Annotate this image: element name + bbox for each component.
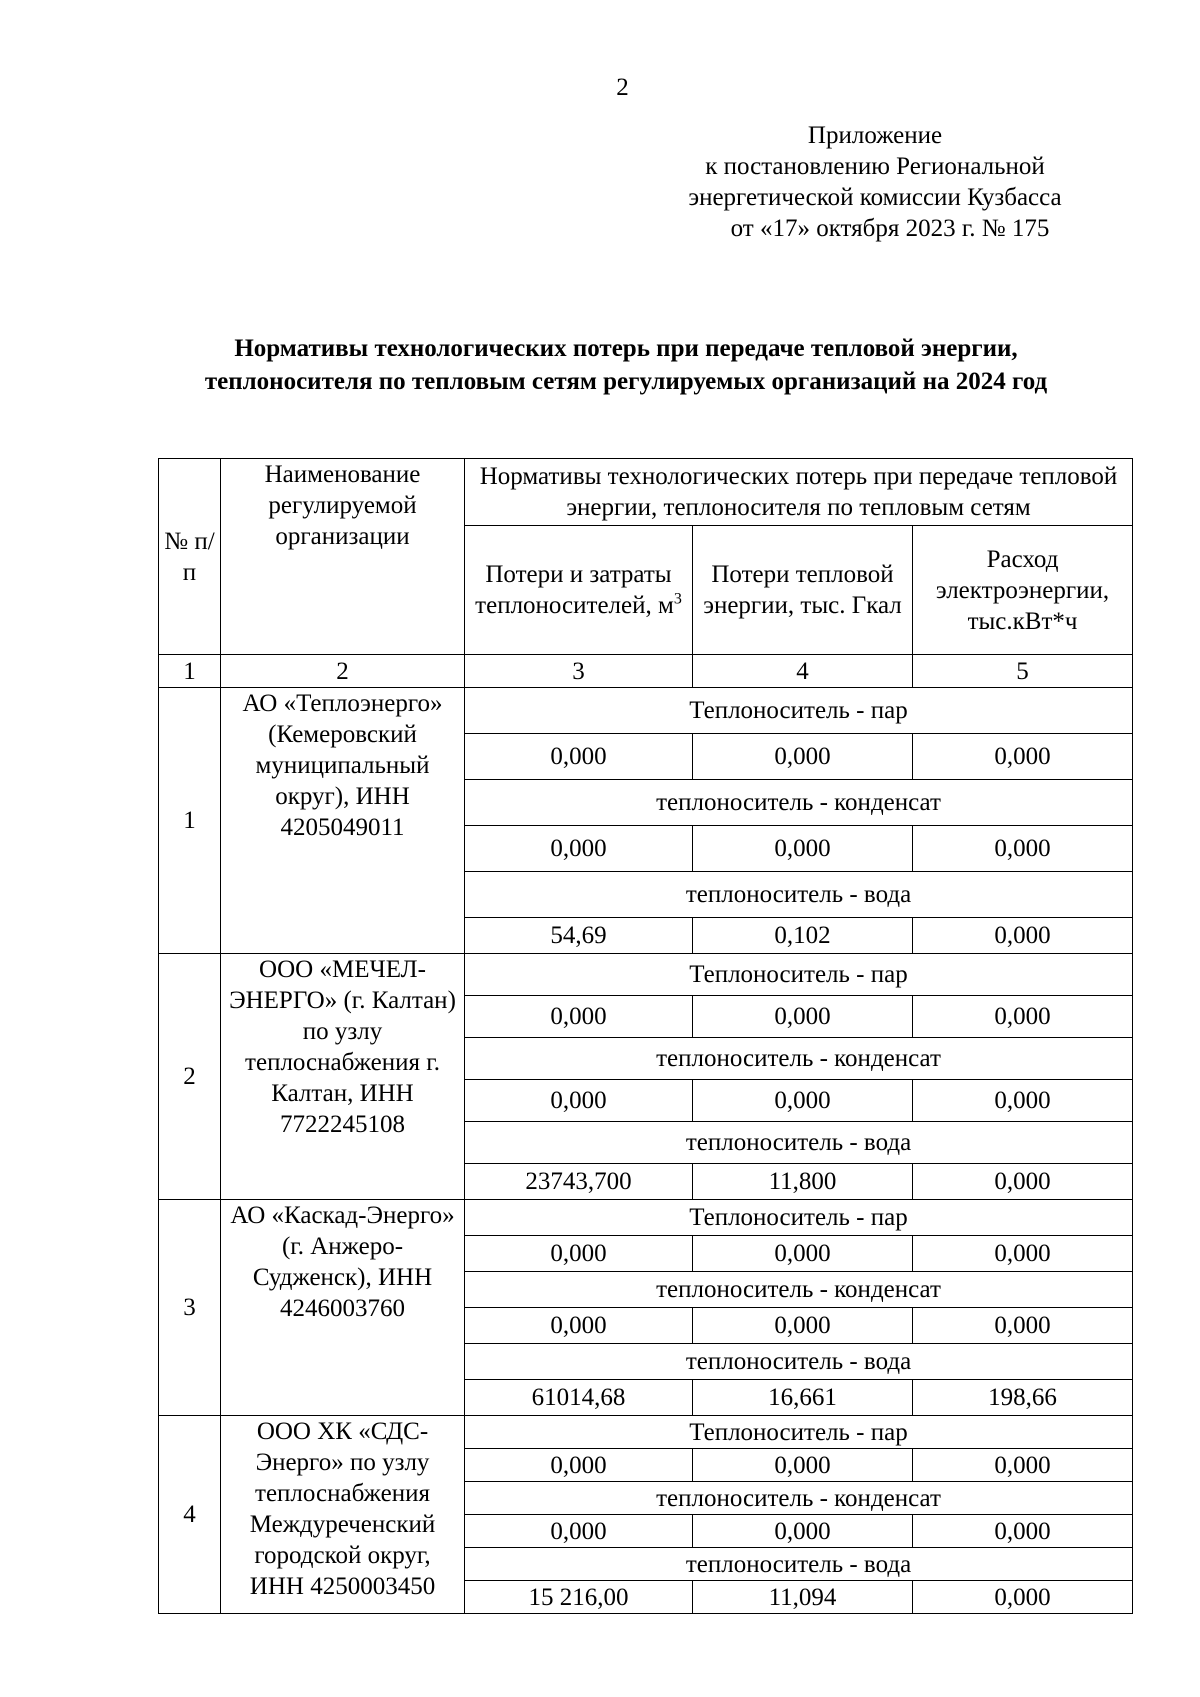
value-cell: 0,000 bbox=[913, 734, 1133, 780]
page-number: 2 bbox=[616, 74, 629, 101]
value-cell: 0,000 bbox=[913, 1581, 1133, 1614]
title-line: Нормативы технологических потерь при передаче тепловой энергии, bbox=[234, 335, 1018, 362]
row-number: 4 bbox=[159, 1416, 221, 1614]
appendix-block bbox=[640, 120, 1110, 244]
appendix-line: энергетической комиссии Кузбасса bbox=[688, 184, 1062, 211]
section-label: Теплоноситель - пар bbox=[465, 1200, 1133, 1236]
value-cell: 0,000 bbox=[913, 1308, 1133, 1344]
value-cell: 0,000 bbox=[913, 918, 1133, 954]
value-cell: 0,000 bbox=[913, 826, 1133, 872]
section-label: теплоноситель - конденсат bbox=[465, 780, 1133, 826]
header-col3: Потери и затраты теплоносителей, $м^3$ bbox=[465, 526, 693, 655]
value-cell: 0,000 bbox=[465, 1236, 693, 1272]
value-cell: 23743,700 bbox=[465, 1164, 693, 1200]
value-cell: 0,000 bbox=[693, 996, 913, 1038]
value-cell: 11,800 bbox=[693, 1164, 913, 1200]
section-label: теплоноситель - конденсат bbox=[465, 1272, 1133, 1308]
value-cell: 0,000 bbox=[693, 1449, 913, 1482]
value-cell: 0,000 bbox=[693, 1515, 913, 1548]
value-cell: 198,66 bbox=[913, 1380, 1133, 1416]
row-number: 3 bbox=[159, 1200, 221, 1416]
section-label: теплоноситель - вода bbox=[465, 1344, 1133, 1380]
table-row bbox=[159, 1200, 1133, 1236]
value-cell: 0,000 bbox=[693, 1080, 913, 1122]
section-label: Теплоноситель - пар bbox=[465, 954, 1133, 996]
header-row bbox=[159, 459, 1133, 526]
header-col5: Расход электроэнергии, тыс.кВт*ч bbox=[913, 526, 1133, 655]
header-org: Наименование регулируемой организации bbox=[221, 459, 465, 655]
table-row bbox=[159, 954, 1133, 996]
column-number: 3 bbox=[465, 655, 693, 688]
column-number: 5 bbox=[913, 655, 1133, 688]
appendix-line: Приложение bbox=[807, 122, 943, 149]
section-label: Теплоноситель - пар bbox=[465, 688, 1133, 734]
value-cell: 0,000 bbox=[913, 1515, 1133, 1548]
value-cell: 0,000 bbox=[465, 826, 693, 872]
column-number: 1 bbox=[159, 655, 221, 688]
value-cell: 0,000 bbox=[693, 1308, 913, 1344]
section-label: теплоноситель - конденсат bbox=[465, 1482, 1133, 1515]
value-cell: 0,000 bbox=[913, 1236, 1133, 1272]
value-cell: 15 216,00 bbox=[465, 1581, 693, 1614]
section-label: теплоноситель - конденсат bbox=[465, 1038, 1133, 1080]
norms-table bbox=[158, 458, 1133, 1614]
value-cell: 0,000 bbox=[693, 1236, 913, 1272]
document-title bbox=[0, 332, 1200, 398]
appendix-line: от «17» октября 2023 г. № 175 bbox=[730, 215, 1050, 242]
org-name: ООО ХК «СДС-Энерго» по узлу теплоснабжения Междуреченский городской округ, ИНН 4250003450 bbox=[221, 1416, 465, 1614]
column-number-row bbox=[159, 655, 1133, 688]
header-num: № п/п bbox=[159, 459, 221, 655]
value-cell: 0,000 bbox=[913, 1164, 1133, 1200]
value-cell: 61014,68 bbox=[465, 1380, 693, 1416]
row-number: 2 bbox=[159, 954, 221, 1200]
value-cell: 54,69 bbox=[465, 918, 693, 954]
title-line: теплоносителя по тепловым сетям регулируемых организаций на 2024 год bbox=[204, 368, 1048, 395]
value-cell: 0,000 bbox=[465, 734, 693, 780]
table-row bbox=[159, 1416, 1133, 1449]
value-cell: 11,094 bbox=[693, 1581, 913, 1614]
org-name: ООО «МЕЧЕЛ-ЭНЕРГО» (г. Калтан) по узлу теплоснабжения г. Калтан, ИНН 7722245108 bbox=[221, 954, 465, 1200]
value-cell: 0,000 bbox=[465, 1308, 693, 1344]
value-cell: 0,000 bbox=[913, 1449, 1133, 1482]
column-number: 2 bbox=[221, 655, 465, 688]
section-label: теплоноситель - вода bbox=[465, 1548, 1133, 1581]
row-number: 1 bbox=[159, 688, 221, 954]
org-name: АО «Каскад-Энерго» (г. Анжеро-Судженск), ИНН 4246003760 bbox=[221, 1200, 465, 1416]
value-cell: 0,000 bbox=[913, 1080, 1133, 1122]
value-cell: 0,000 bbox=[465, 1515, 693, 1548]
value-cell: 0,000 bbox=[465, 1080, 693, 1122]
value-cell: 0,000 bbox=[693, 734, 913, 780]
table-row bbox=[159, 688, 1133, 734]
org-name: АО «Теплоэнерго» (Кемеровский муниципальный округ), ИНН 4205049011 bbox=[221, 688, 465, 954]
value-cell: 0,102 bbox=[693, 918, 913, 954]
column-number: 4 bbox=[693, 655, 913, 688]
section-label: теплоноситель - вода bbox=[465, 1122, 1133, 1164]
value-cell: 0,000 bbox=[693, 826, 913, 872]
value-cell: 16,661 bbox=[693, 1380, 913, 1416]
section-label: теплоноситель - вода bbox=[465, 872, 1133, 918]
value-cell: 0,000 bbox=[465, 996, 693, 1038]
header-group: Нормативы технологических потерь при передаче тепловой энергии, теплоносителя по тепловым сетям bbox=[465, 459, 1133, 526]
appendix-line: к постановлению Региональной bbox=[705, 153, 1045, 180]
value-cell: 0,000 bbox=[465, 1449, 693, 1482]
section-label: Теплоноситель - пар bbox=[465, 1416, 1133, 1449]
header-col4: Потери тепловой энергии, тыс. Гкал bbox=[693, 526, 913, 655]
value-cell: 0,000 bbox=[913, 996, 1133, 1038]
